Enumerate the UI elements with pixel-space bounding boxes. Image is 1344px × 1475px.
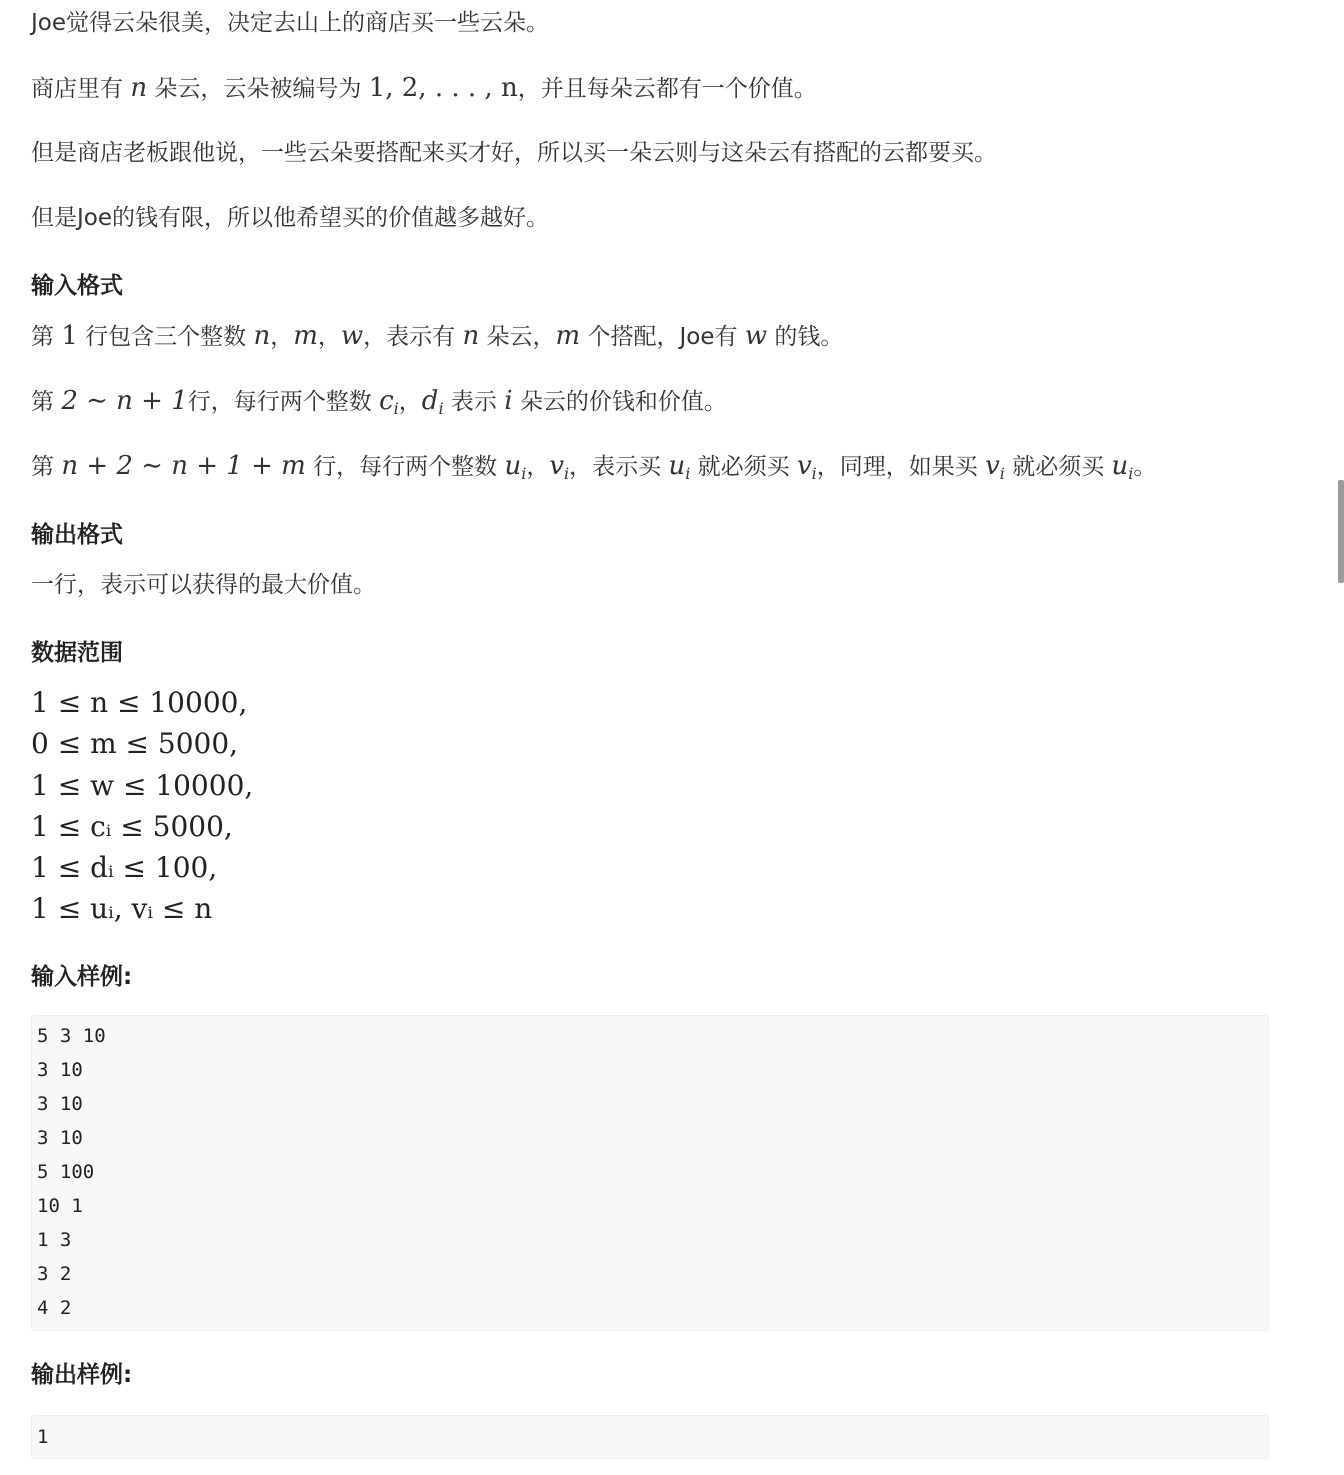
sample-output-heading: 输出样例: xyxy=(31,1362,133,1388)
input-format-line-3 xyxy=(31,449,1156,491)
code-line: 3 2 xyxy=(37,1263,72,1285)
scrollbar-thumb[interactable] xyxy=(1338,480,1344,583)
output-format-text: 一行，表示可以获得的最大价值。 xyxy=(31,572,376,598)
math-w: w xyxy=(744,321,768,351)
text: ，表示买 xyxy=(569,454,669,480)
input-format-line-1 xyxy=(31,319,843,354)
text: ，并且每朵云都有一个价值。 xyxy=(517,76,817,102)
math-u: u xyxy=(504,451,522,481)
input-format-heading: 输入格式 xyxy=(31,273,123,299)
code-line: 3 10 xyxy=(37,1127,83,1149)
math-u: u xyxy=(1111,451,1129,481)
text: 就必须买 xyxy=(690,454,797,480)
math-n: n xyxy=(462,321,480,351)
constraint-uv: 1 ≤ uᵢ, vᵢ ≤ n xyxy=(31,892,213,926)
text: 行，每行两个整数 xyxy=(305,454,505,480)
math-w: w xyxy=(340,321,364,351)
intro-line-4: 但是Joe的钱有限，所以他希望买的价值越多越好。 xyxy=(31,205,550,231)
subscript: i xyxy=(811,464,817,483)
text: 朵云， xyxy=(479,324,556,350)
math-v: v xyxy=(549,451,565,481)
text: ， xyxy=(526,454,550,480)
text: ， xyxy=(398,389,422,415)
text: 商店里有 xyxy=(31,76,131,102)
math-i: i xyxy=(504,386,513,416)
subscript: i xyxy=(393,399,399,418)
subscript: i xyxy=(1128,464,1134,483)
math-n: n xyxy=(130,73,148,103)
math-m: m xyxy=(555,321,581,351)
input-format-line-2 xyxy=(31,384,727,426)
code-line: 5 3 10 xyxy=(37,1025,106,1047)
code-line: 1 3 xyxy=(37,1229,72,1251)
text: 表示 xyxy=(443,389,505,415)
text: 第 xyxy=(31,454,62,480)
sample-output-block[interactable] xyxy=(31,1415,1269,1459)
text: 行包含三个整数 xyxy=(77,324,254,350)
data-range-heading: 数据范围 xyxy=(31,640,123,666)
text: 第 xyxy=(31,324,62,350)
intro-line-2 xyxy=(31,71,817,106)
subscript: i xyxy=(564,464,570,483)
constraint-m: 0 ≤ m ≤ 5000, xyxy=(31,727,239,761)
math-one: 1 xyxy=(61,321,78,351)
data-range-constraints xyxy=(31,682,253,930)
code-line: 10 1 xyxy=(37,1195,83,1217)
sample-input-heading: 输入样例: xyxy=(31,964,133,990)
code-line: 3 10 xyxy=(37,1059,83,1081)
math-sequence: 1, 2, . . . , n xyxy=(368,73,518,103)
math-range: n + 2 ∼ n + 1 + m xyxy=(61,451,306,481)
intro-line-3: 但是商店老板跟他说，一些云朵要搭配来买才好，所以买一朵云则与这朵云有搭配的云都要买。 xyxy=(31,140,997,166)
subscript: i xyxy=(999,464,1005,483)
subscript: i xyxy=(438,399,444,418)
text: 。 xyxy=(1133,454,1157,480)
math-v: v xyxy=(796,451,812,481)
text: 个搭配，Joe有 xyxy=(580,324,745,350)
text: 行，每行两个整数 xyxy=(187,389,380,415)
math-d: d xyxy=(421,386,439,416)
text: 就必须买 xyxy=(1004,454,1112,480)
text: 第 xyxy=(31,389,62,415)
text: ，表示有 xyxy=(363,324,463,350)
subscript: i xyxy=(685,464,691,483)
code-line: 1 xyxy=(37,1426,49,1448)
math-u: u xyxy=(668,451,686,481)
math-v: v xyxy=(985,451,1000,481)
text: 朵云，云朵被编号为 xyxy=(147,76,369,102)
code-line: 4 2 xyxy=(37,1297,72,1319)
constraint-w: 1 ≤ w ≤ 10000, xyxy=(31,768,254,802)
subscript: i xyxy=(521,464,527,483)
intro-line-1: Joe觉得云朵很美，决定去山上的商店买一些云朵。 xyxy=(31,10,550,36)
constraint-c: 1 ≤ cᵢ ≤ 5000, xyxy=(31,809,233,843)
text: ，同理，如果买 xyxy=(816,454,986,480)
math-n: n xyxy=(253,321,271,351)
text: ， xyxy=(270,324,294,350)
sample-input-block[interactable] xyxy=(31,1015,1269,1331)
constraint-n: 1 ≤ n ≤ 10000, xyxy=(31,686,248,719)
code-line: 5 100 xyxy=(37,1161,95,1183)
math-range: 2 ∼ n + 1 xyxy=(61,386,188,416)
constraint-d: 1 ≤ dᵢ ≤ 100, xyxy=(31,851,218,885)
text: 朵云的价钱和价值。 xyxy=(512,389,727,415)
code-line: 3 10 xyxy=(37,1093,83,1115)
output-format-heading: 输出格式 xyxy=(31,522,123,548)
math-m: m xyxy=(293,321,318,351)
text: ， xyxy=(317,324,341,350)
math-c: c xyxy=(379,386,394,416)
text: 的钱。 xyxy=(767,324,844,350)
